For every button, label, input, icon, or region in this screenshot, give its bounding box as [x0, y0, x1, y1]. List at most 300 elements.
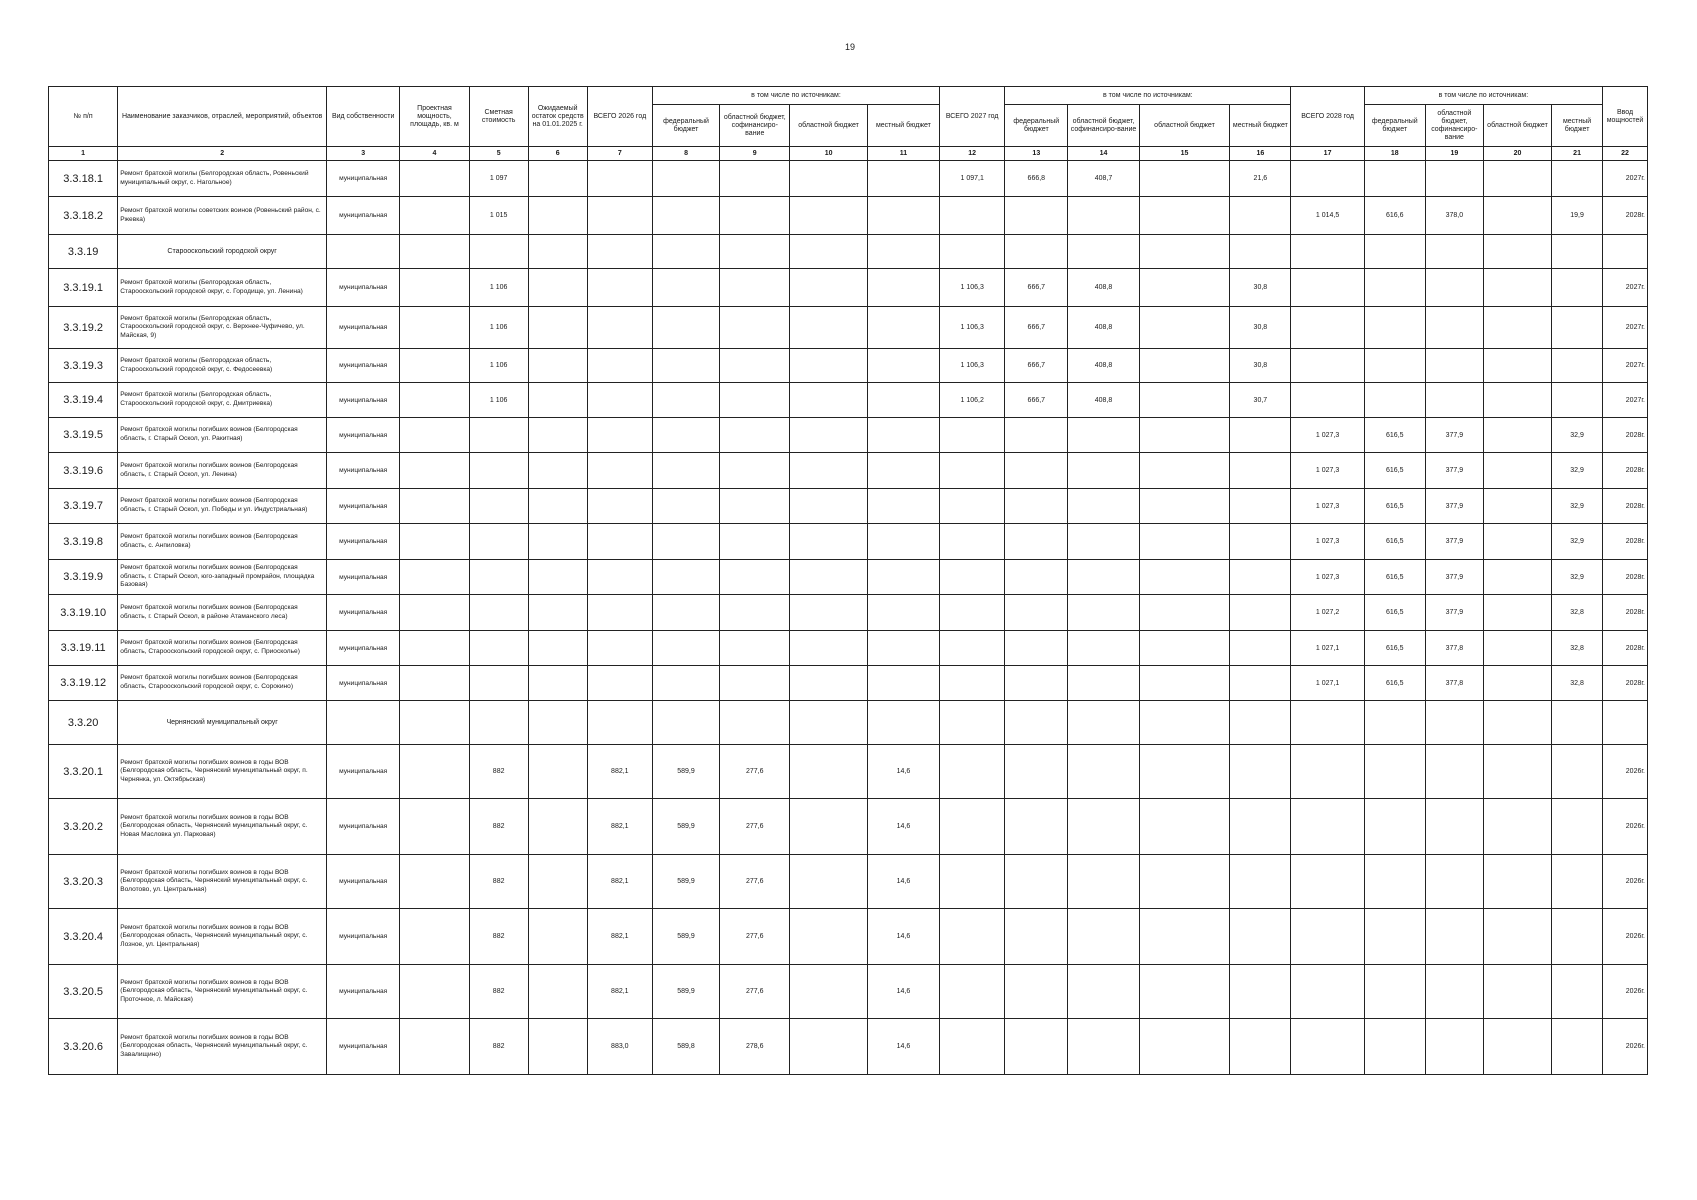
value-cell [1425, 161, 1483, 197]
commissioning-year: 2028г. [1603, 418, 1648, 453]
column-number: 17 [1291, 147, 1364, 161]
commissioning-year: 2028г. [1603, 489, 1648, 524]
value-cell [469, 489, 528, 524]
column-number: 20 [1483, 147, 1551, 161]
column-number: 13 [1005, 147, 1068, 161]
header-mest-2027: местный бюджет [1230, 105, 1291, 147]
value-cell [1552, 745, 1603, 799]
value-cell [1425, 799, 1483, 855]
value-cell [587, 595, 652, 631]
value-cell [1483, 383, 1551, 418]
object-name: Ремонт братской могилы (Белгородская область, Старооскольский городской округ, с. Федосеевка) [118, 349, 327, 383]
value-cell: 1 106,3 [940, 349, 1005, 383]
value-cell [1139, 560, 1230, 595]
value-cell [790, 269, 867, 307]
column-number: 18 [1364, 147, 1425, 161]
value-cell [940, 631, 1005, 666]
value-cell [1005, 666, 1068, 701]
value-cell [790, 909, 867, 965]
value-cell [1483, 631, 1551, 666]
value-cell [1139, 349, 1230, 383]
object-name: Ремонт братской могилы (Белгородская область, Ровеньский муниципальный округ, с. Нагольное) [118, 161, 327, 197]
value-cell: 377,9 [1425, 595, 1483, 631]
value-cell [790, 595, 867, 631]
value-cell [1425, 349, 1483, 383]
empty-cell [1005, 235, 1068, 269]
value-cell [528, 524, 587, 560]
value-cell [1139, 524, 1230, 560]
value-cell: 666,7 [1005, 269, 1068, 307]
column-number: 4 [400, 147, 469, 161]
commissioning-year: 2028г. [1603, 595, 1648, 631]
table-row [49, 666, 1648, 701]
value-cell: 589,9 [652, 909, 719, 965]
value-cell [1230, 489, 1291, 524]
value-cell [1364, 383, 1425, 418]
commissioning-year: 2027г. [1603, 383, 1648, 418]
value-cell: 1 027,3 [1291, 418, 1364, 453]
value-cell: 14,6 [867, 799, 939, 855]
value-cell [1230, 418, 1291, 453]
value-cell [720, 631, 790, 666]
empty-cell [790, 701, 867, 745]
value-cell: 666,7 [1005, 307, 1068, 349]
value-cell [400, 560, 469, 595]
value-cell [1291, 799, 1364, 855]
table-row [49, 909, 1648, 965]
value-cell [400, 799, 469, 855]
value-cell [940, 197, 1005, 235]
value-cell [587, 560, 652, 595]
value-cell: 408,8 [1068, 383, 1139, 418]
value-cell [1291, 161, 1364, 197]
value-cell [867, 489, 939, 524]
value-cell [720, 524, 790, 560]
value-cell [587, 631, 652, 666]
value-cell [1552, 349, 1603, 383]
empty-cell [1291, 701, 1364, 745]
value-cell [469, 524, 528, 560]
value-cell [790, 799, 867, 855]
value-cell [790, 524, 867, 560]
value-cell: 616,5 [1364, 418, 1425, 453]
value-cell [1364, 161, 1425, 197]
value-cell [720, 197, 790, 235]
object-name: Ремонт братской могилы погибших воинов (Белгородская область, Старооскольский городской округ, с. Приосколье) [118, 631, 327, 666]
investment-table [48, 86, 1648, 1075]
object-name: Ремонт братской могилы погибших воинов (Белгородская область, г. Старый Оскол, юго-западный промрайон, площадка Базовая) [118, 560, 327, 595]
header-commissioning: Ввод мощностей [1603, 87, 1648, 147]
value-cell [1291, 383, 1364, 418]
value-cell [400, 1019, 469, 1075]
value-cell [528, 383, 587, 418]
value-cell: 19,9 [1552, 197, 1603, 235]
row-number: 3.3.19.5 [49, 418, 118, 453]
value-cell [940, 855, 1005, 909]
value-cell [587, 197, 652, 235]
value-cell: 277,6 [720, 745, 790, 799]
row-number: 3.3.19.10 [49, 595, 118, 631]
column-number: 9 [720, 147, 790, 161]
object-name: Ремонт братской могилы погибших воинов в годы ВОВ (Белгородская область, Чернянский муниципальный округ, п. Чернянка, ул. Октябрьская) [118, 745, 327, 799]
value-cell [1552, 161, 1603, 197]
ownership-cell: муниципальная [327, 965, 400, 1019]
table-row [49, 418, 1648, 453]
value-cell [720, 560, 790, 595]
value-cell [400, 161, 469, 197]
value-cell [1230, 453, 1291, 489]
value-cell [587, 453, 652, 489]
row-number: 3.3.20 [49, 701, 118, 745]
value-cell: 1 015 [469, 197, 528, 235]
ownership-cell: муниципальная [327, 666, 400, 701]
value-cell [652, 631, 719, 666]
value-cell [1552, 307, 1603, 349]
value-cell: 616,5 [1364, 453, 1425, 489]
empty-cell [400, 701, 469, 745]
value-cell [1139, 631, 1230, 666]
header-sources-2028: в том числе по источникам: [1364, 87, 1602, 105]
object-name: Ремонт братской могилы советских воинов (Ровеньский район, с. Ржевка) [118, 197, 327, 235]
column-number: 16 [1230, 147, 1291, 161]
row-number: 3.3.19.2 [49, 307, 118, 349]
value-cell: 589,9 [652, 799, 719, 855]
value-cell: 1 027,3 [1291, 560, 1364, 595]
value-cell: 883,0 [587, 1019, 652, 1075]
empty-cell [867, 701, 939, 745]
value-cell [867, 595, 939, 631]
empty-cell [469, 235, 528, 269]
object-name: Ремонт братской могилы (Белгородская область, Старооскольский городской округ, с. Дмитриевка) [118, 383, 327, 418]
value-cell: 32,9 [1552, 453, 1603, 489]
value-cell [1139, 595, 1230, 631]
value-cell [1005, 524, 1068, 560]
column-number: 1 [49, 147, 118, 161]
value-cell [587, 307, 652, 349]
value-cell [790, 666, 867, 701]
value-cell: 1 106 [469, 307, 528, 349]
value-cell [720, 383, 790, 418]
value-cell [1364, 269, 1425, 307]
value-cell [790, 418, 867, 453]
value-cell: 616,5 [1364, 595, 1425, 631]
value-cell [528, 307, 587, 349]
value-cell [1005, 560, 1068, 595]
value-cell: 30,8 [1230, 269, 1291, 307]
value-cell [528, 161, 587, 197]
value-cell [940, 560, 1005, 595]
value-cell [867, 666, 939, 701]
section-row [49, 701, 1648, 745]
header-name: Наименование заказчиков, отраслей, мероприятий, объектов [118, 87, 327, 147]
ownership-cell: муниципальная [327, 197, 400, 235]
value-cell [469, 631, 528, 666]
value-cell: 14,6 [867, 1019, 939, 1075]
value-cell [1139, 1019, 1230, 1075]
value-cell [1068, 453, 1139, 489]
empty-cell [469, 701, 528, 745]
value-cell [867, 560, 939, 595]
value-cell [587, 349, 652, 383]
empty-cell [327, 701, 400, 745]
value-cell [1068, 197, 1139, 235]
value-cell [1230, 799, 1291, 855]
row-number: 3.3.20.5 [49, 965, 118, 1019]
value-cell [400, 524, 469, 560]
value-cell [1364, 349, 1425, 383]
value-cell [1552, 965, 1603, 1019]
value-cell: 666,7 [1005, 349, 1068, 383]
value-cell: 378,0 [1425, 197, 1483, 235]
value-cell [400, 909, 469, 965]
value-cell: 1 027,1 [1291, 666, 1364, 701]
value-cell [400, 666, 469, 701]
row-number: 3.3.19.11 [49, 631, 118, 666]
empty-cell [1483, 701, 1551, 745]
value-cell [1230, 855, 1291, 909]
value-cell [867, 453, 939, 489]
value-cell: 32,8 [1552, 631, 1603, 666]
object-name: Ремонт братской могилы погибших воинов (Белгородская область, г. Старый Оскол, ул. Победы и ул. Индустриальная) [118, 489, 327, 524]
header-balance: Ожидаемый остаток средств на 01.01.2025 г. [528, 87, 587, 147]
ownership-cell: муниципальная [327, 307, 400, 349]
object-name: Ремонт братской могилы погибших воинов в годы ВОВ (Белгородская область, Чернянский муниципальный округ, с. Волотово, ул. Центральная) [118, 855, 327, 909]
value-cell [1005, 745, 1068, 799]
value-cell: 882 [469, 965, 528, 1019]
value-cell [867, 307, 939, 349]
value-cell: 882 [469, 1019, 528, 1075]
table-row [49, 383, 1648, 418]
value-cell [587, 524, 652, 560]
object-name: Ремонт братской могилы (Белгородская область, Старооскольский городской округ, с. Верхнее-Чуфичево, ул. Майская, 9) [118, 307, 327, 349]
commissioning-year: 2027г. [1603, 307, 1648, 349]
header-obl-2026: областной бюджет [790, 105, 867, 147]
table-row [49, 453, 1648, 489]
value-cell [867, 418, 939, 453]
value-cell [867, 269, 939, 307]
value-cell: 616,5 [1364, 560, 1425, 595]
value-cell [790, 307, 867, 349]
value-cell [1139, 418, 1230, 453]
value-cell: 21,6 [1230, 161, 1291, 197]
column-number: 15 [1139, 147, 1230, 161]
value-cell [867, 631, 939, 666]
empty-cell [1603, 235, 1648, 269]
column-number: 8 [652, 147, 719, 161]
value-cell [1483, 269, 1551, 307]
value-cell: 277,6 [720, 965, 790, 1019]
table-body [49, 161, 1648, 1075]
row-number: 3.3.18.2 [49, 197, 118, 235]
ownership-cell: муниципальная [327, 383, 400, 418]
value-cell [469, 453, 528, 489]
value-cell [1139, 965, 1230, 1019]
value-cell [1068, 799, 1139, 855]
value-cell: 882,1 [587, 799, 652, 855]
value-cell [652, 307, 719, 349]
value-cell [652, 453, 719, 489]
value-cell [867, 383, 939, 418]
value-cell [400, 307, 469, 349]
commissioning-year: 2027г. [1603, 269, 1648, 307]
value-cell [1139, 197, 1230, 235]
value-cell [1005, 799, 1068, 855]
value-cell [587, 418, 652, 453]
value-cell [469, 418, 528, 453]
header-oblco-2027: областной бюджет, софинансиро-вание [1068, 105, 1139, 147]
value-cell [867, 524, 939, 560]
value-cell [1425, 909, 1483, 965]
value-cell: 666,7 [1005, 383, 1068, 418]
value-cell [469, 560, 528, 595]
value-cell [1364, 855, 1425, 909]
row-number: 3.3.19.12 [49, 666, 118, 701]
empty-cell [528, 701, 587, 745]
value-cell: 277,6 [720, 855, 790, 909]
value-cell: 377,9 [1425, 489, 1483, 524]
value-cell: 666,8 [1005, 161, 1068, 197]
value-cell [469, 595, 528, 631]
value-cell [1291, 349, 1364, 383]
object-name: Ремонт братской могилы погибших воинов в годы ВОВ (Белгородская область, Чернянский муниципальный округ, с. Новая Масловка ул. Парковая) [118, 799, 327, 855]
empty-cell [1005, 701, 1068, 745]
table-row [49, 799, 1648, 855]
value-cell: 882 [469, 745, 528, 799]
value-cell [1005, 197, 1068, 235]
value-cell [652, 418, 719, 453]
value-cell: 589,9 [652, 855, 719, 909]
value-cell: 30,8 [1230, 349, 1291, 383]
ownership-cell: муниципальная [327, 745, 400, 799]
value-cell [1364, 745, 1425, 799]
value-cell [1139, 799, 1230, 855]
object-name: Ремонт братской могилы погибших воинов в годы ВОВ (Белгородская область, Чернянский муниципальный округ, с. Проточное, л. Майская) [118, 965, 327, 1019]
value-cell [1139, 453, 1230, 489]
value-cell [1068, 666, 1139, 701]
value-cell [1139, 745, 1230, 799]
value-cell: 377,9 [1425, 560, 1483, 595]
value-cell: 408,8 [1068, 269, 1139, 307]
header-mest-2028: местный бюджет [1552, 105, 1603, 147]
value-cell [1139, 307, 1230, 349]
value-cell [1068, 745, 1139, 799]
value-cell [400, 489, 469, 524]
value-cell: 32,8 [1552, 595, 1603, 631]
value-cell [1483, 418, 1551, 453]
value-cell [528, 418, 587, 453]
value-cell [587, 489, 652, 524]
value-cell [1005, 418, 1068, 453]
table-row [49, 631, 1648, 666]
empty-cell [790, 235, 867, 269]
value-cell [1068, 965, 1139, 1019]
value-cell [790, 855, 867, 909]
empty-cell [1068, 235, 1139, 269]
value-cell [528, 453, 587, 489]
value-cell: 1 106,3 [940, 307, 1005, 349]
value-cell [1291, 855, 1364, 909]
value-cell [652, 560, 719, 595]
value-cell: 377,9 [1425, 418, 1483, 453]
ownership-cell: муниципальная [327, 595, 400, 631]
value-cell: 1 106,2 [940, 383, 1005, 418]
value-cell: 377,8 [1425, 631, 1483, 666]
row-number: 3.3.18.1 [49, 161, 118, 197]
empty-cell [1425, 701, 1483, 745]
value-cell: 1 106 [469, 269, 528, 307]
value-cell [1483, 560, 1551, 595]
empty-cell [1552, 235, 1603, 269]
value-cell: 1 106,3 [940, 269, 1005, 307]
page-number: 19 [844, 42, 855, 52]
value-cell [1068, 489, 1139, 524]
value-cell [1068, 909, 1139, 965]
value-cell [1483, 161, 1551, 197]
value-cell [528, 631, 587, 666]
commissioning-year: 2026г. [1603, 965, 1648, 1019]
ownership-cell: муниципальная [327, 489, 400, 524]
value-cell [400, 349, 469, 383]
value-cell [1483, 965, 1551, 1019]
value-cell [400, 197, 469, 235]
value-cell: 14,6 [867, 855, 939, 909]
object-name: Ремонт братской могилы погибших воинов в годы ВОВ (Белгородская область, Чернянский муниципальный округ, с. Лозное, ул. Центральная) [118, 909, 327, 965]
value-cell: 616,5 [1364, 631, 1425, 666]
value-cell [400, 965, 469, 1019]
value-cell: 377,9 [1425, 453, 1483, 489]
commissioning-year: 2028г. [1603, 666, 1648, 701]
value-cell: 589,9 [652, 965, 719, 1019]
header-num: № п/п [49, 87, 118, 147]
column-number: 3 [327, 147, 400, 161]
row-number: 3.3.19.9 [49, 560, 118, 595]
header-fed-2028: федеральный бюджет [1364, 105, 1425, 147]
value-cell [652, 197, 719, 235]
section-title: Чернянский муниципальный округ [118, 701, 327, 745]
value-cell: 1 027,1 [1291, 631, 1364, 666]
commissioning-year: 2026г. [1603, 855, 1648, 909]
object-name: Ремонт братской могилы погибших воинов (Белгородская область, г. Старый Оскол, ул. Ленина) [118, 453, 327, 489]
value-cell: 32,8 [1552, 666, 1603, 701]
value-cell [720, 489, 790, 524]
value-cell [400, 631, 469, 666]
header-sources-2026: в том числе по источникам: [652, 87, 939, 105]
value-cell [790, 745, 867, 799]
value-cell [1291, 307, 1364, 349]
empty-cell [720, 235, 790, 269]
value-cell: 616,6 [1364, 197, 1425, 235]
table-row [49, 595, 1648, 631]
value-cell [1483, 855, 1551, 909]
header-oblco-2026: областной бюджет, софинансиро-вание [720, 105, 790, 147]
value-cell [400, 855, 469, 909]
value-cell [940, 745, 1005, 799]
object-name: Ремонт братской могилы (Белгородская область, Старооскольский городской округ, с. Городище, ул. Ленина) [118, 269, 327, 307]
value-cell [400, 595, 469, 631]
value-cell [1068, 524, 1139, 560]
table-row [49, 161, 1648, 197]
value-cell [1005, 909, 1068, 965]
header-oblco-2028: областной бюджет, софинансиро-вание [1425, 105, 1483, 147]
row-number: 3.3.19 [49, 235, 118, 269]
value-cell: 589,8 [652, 1019, 719, 1075]
value-cell [587, 666, 652, 701]
table-row [49, 307, 1648, 349]
object-name: Ремонт братской могилы погибших воинов (Белгородская область, г. Старый Оскол, ул. Ракитная) [118, 418, 327, 453]
value-cell [400, 418, 469, 453]
value-cell: 882 [469, 855, 528, 909]
value-cell [469, 666, 528, 701]
